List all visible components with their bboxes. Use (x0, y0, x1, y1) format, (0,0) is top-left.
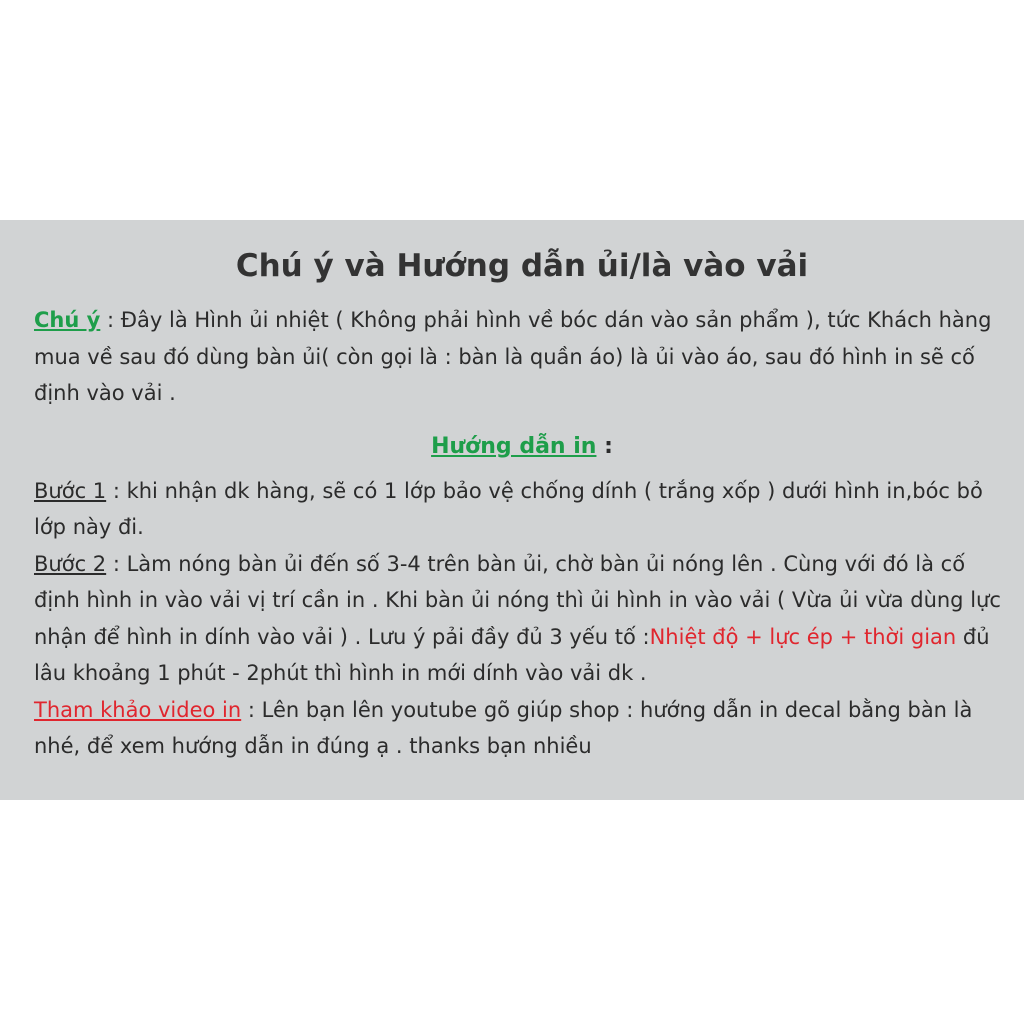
guide-heading (34, 434, 1010, 459)
step-2-tail: đủ lâu khoảng 1 phút - 2phút thì hình in mới dính vào vải dk . (34, 624, 990, 685)
note-paragraph (34, 302, 1010, 412)
step-1-text: : khi nhận dk hàng, sẽ có 1 lớp bảo vệ chống dính ( trắng xốp ) dưới hình in,bóc bỏ lớp này đi. (34, 478, 983, 539)
step-2-highlight: Nhiệt độ + lực ép + thời gian (649, 624, 957, 649)
instruction-panel (0, 220, 1024, 800)
page-title: Chú ý và Hướng dẫn ủi/là vào vải (235, 248, 809, 284)
step-2-text: : Làm nóng bàn ủi đến số 3-4 trên bàn ủi, chờ bàn ủi nóng lên . Cùng với đó là cố định hình in vào vải vị trí cần in . Khi bàn ủi nóng thì ủi hình in vào vải ( Vừa ủi vừa dùng lực nhận để hình in dính vào vải ) . Lưu ý pải đầy đủ 3 yếu tố : (34, 551, 1001, 649)
guide-heading-suffix: : (596, 433, 613, 459)
reference-paragraph (34, 692, 1010, 765)
step-1 (34, 473, 1010, 546)
note-label: Chú ý (34, 308, 101, 332)
guide-heading-label: Hướng dẫn in (431, 433, 597, 459)
step-1-label: Bước 1 (34, 478, 107, 503)
reference-text: : Lên bạn lên youtube gõ giúp shop : hướng dẫn in decal bằng bàn là nhé, để xem hướng dẫn in đúng ạ . thanks bạn nhiều (34, 697, 973, 758)
step-2-label: Bước 2 (34, 551, 107, 576)
note-text: : Đây là Hình ủi nhiệt ( Không phải hình về bóc dán vào sản phẩm ), tức Khách hàng mua về sau đó dùng bàn ủi( còn gọi là : bàn là quần áo) là ủi vào áo, sau đó hình in sẽ cố định vào vải . (34, 308, 992, 405)
step-2 (34, 546, 1010, 692)
reference-video-link[interactable]: Tham khảo video in (34, 697, 242, 722)
